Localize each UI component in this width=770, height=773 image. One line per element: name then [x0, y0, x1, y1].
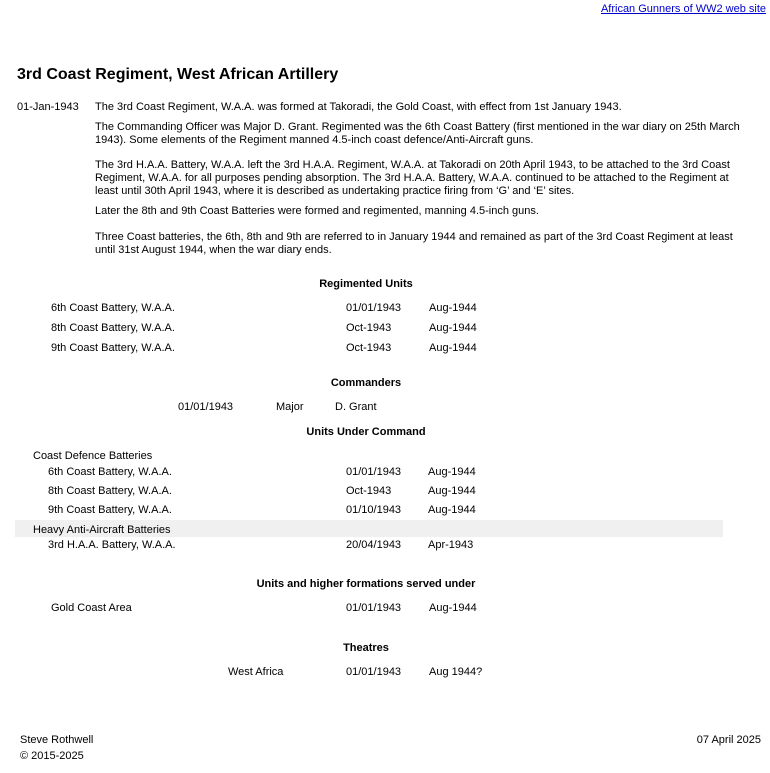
command-unit-to: Aug-1944 [428, 485, 476, 497]
history-date: 01-Jan-1943 [17, 101, 79, 113]
regimented-unit-to: Aug-1944 [429, 342, 477, 354]
formation-name: Gold Coast Area [51, 602, 132, 614]
footer-copyright: © 2015-2025 [20, 750, 84, 762]
command-unit-name: 6th Coast Battery, W.A.A. [48, 466, 172, 478]
history-paragraph: Three Coast batteries, the 6th, 8th and 9th are referred to in January 1944 and remained as part of the 3rd Coast Regiment at least until 31st August 1944, when the war diary ends. [95, 231, 733, 256]
group-label: Coast Defence Batteries [33, 450, 153, 462]
regimented-units-heading: Regimented Units [319, 278, 413, 290]
regimented-unit-from: 01/01/1943 [346, 302, 402, 314]
formation-from: 01/01/1943 [346, 602, 402, 614]
history-paragraph: The Commanding Officer was Major D. Grant. Regimented was the 6th Coast Battery (first mentioned in the war diary on 25th March 1943). Some elements of the Regiment manned 4.5-inch coast defence/Anti-Aircraft guns. [95, 121, 740, 146]
command-unit-to: Apr-1943 [428, 539, 474, 551]
footer-author: Steve Rothwell [20, 734, 94, 746]
theatre-name: West Africa [228, 666, 284, 678]
command-unit-to: Aug-1944 [428, 504, 476, 516]
command-unit-name: 8th Coast Battery, W.A.A. [48, 485, 172, 497]
page-title: 3rd Coast Regiment, West African Artillery [17, 66, 339, 83]
theatres-heading: Theatres [343, 642, 389, 654]
regimented-unit-to: Aug-1944 [429, 322, 477, 334]
history-paragraph: The 3rd H.A.A. Battery, W.A.A. left the 3rd H.A.A. Regiment, W.A.A. at Takoradi on 20th April 1943, to be attached to the 3rd Coast Regiment, W.A.A. for all purposes pending absorption. The 3rd H.A.A. Battery, W.A.A. continued to be attached to the Regiment at least until 30th April 1943, where it is described as undertaking practice firing from ‘G’ and ‘E’ sites. [95, 159, 730, 197]
footer-date: 07 April 2025 [696, 734, 761, 746]
formation-to: Aug-1944 [429, 602, 477, 614]
site-link[interactable]: African Gunners of WW2 web site [600, 3, 766, 15]
history-paragraph: The 3rd Coast Regiment, W.A.A. was formed at Takoradi, the Gold Coast, with effect from 1st January 1943. [95, 101, 622, 113]
served-under-heading: Units and higher formations served under [256, 578, 476, 590]
units-under-command-heading: Units Under Command [306, 426, 426, 438]
regimented-unit-from: Oct-1943 [346, 322, 392, 334]
commanders-heading: Commanders [330, 377, 402, 389]
commander-name: D. Grant [335, 401, 377, 413]
group-label: Heavy Anti-Aircraft Batteries [33, 524, 171, 536]
regimented-unit-name: 8th Coast Battery, W.A.A. [51, 322, 175, 334]
command-unit-to: Aug-1944 [428, 466, 476, 478]
command-unit-name: 3rd H.A.A. Battery, W.A.A. [48, 539, 176, 551]
command-unit-from: Oct-1943 [346, 485, 392, 497]
theatre-to: Aug 1944? [429, 666, 483, 678]
command-unit-from: 01/10/1943 [346, 504, 402, 516]
regimented-unit-from: Oct-1943 [346, 342, 392, 354]
regimented-unit-name: 6th Coast Battery, W.A.A. [51, 302, 175, 314]
commander-date: 01/01/1943 [178, 401, 234, 413]
regimented-unit-name: 9th Coast Battery, W.A.A. [51, 342, 175, 354]
command-unit-name: 9th Coast Battery, W.A.A. [48, 504, 172, 516]
regimented-unit-to: Aug-1944 [429, 302, 477, 314]
theatre-from: 01/01/1943 [346, 666, 402, 678]
command-unit-from: 01/01/1943 [346, 466, 402, 478]
commander-rank: Major [276, 401, 304, 413]
command-unit-from: 20/04/1943 [346, 539, 402, 551]
history-paragraph: Later the 8th and 9th Coast Batteries were formed and regimented, manning 4.5-inch guns. [95, 205, 539, 217]
